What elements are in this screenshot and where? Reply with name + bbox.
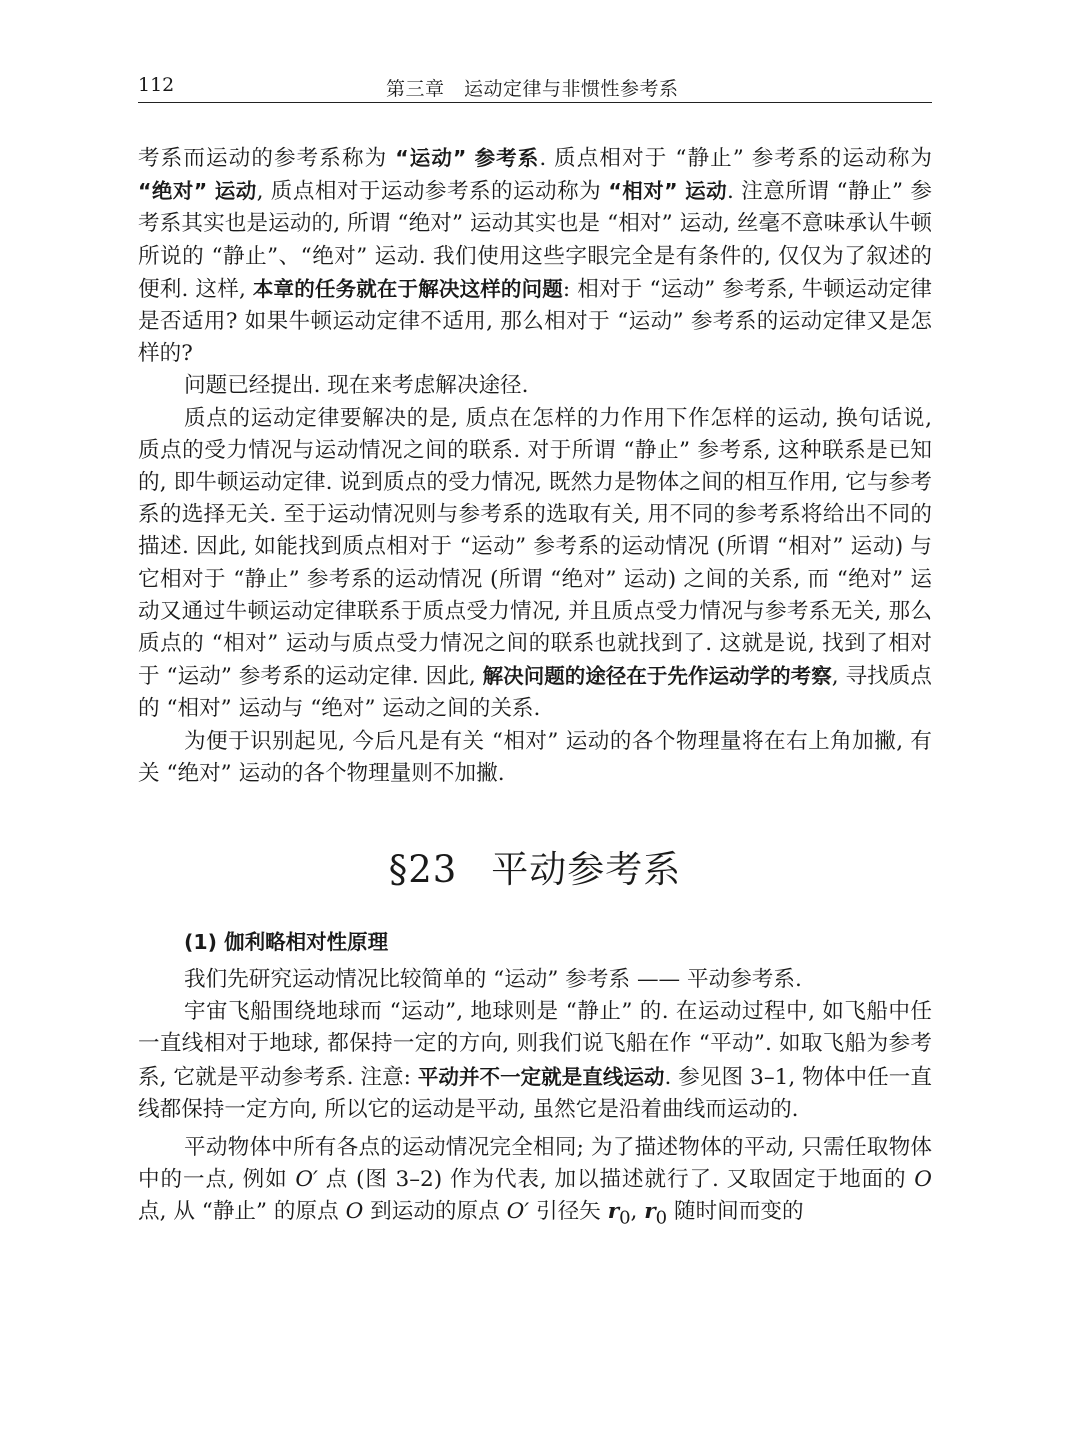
keyword-moving-frame: “运动” 参考系 [395,146,540,170]
text-run: 宇宙飞船围绕地球而 “运动”, 地球则是 “静止” 的. 在运动过程中, 如飞船中任一直线相对于地球, 都保持一定的方向, 则我们说飞船在作 “平动”. 如取飞船为参考系, 它就是平动参考系. 注意: [138,999,932,1090]
text-run: . 参见图 3–1, 物体中任一直线都保持一定方向, 所以它的运动是平动, 虽然它是沿着曲线而运动的. [138,1064,932,1122]
keyword-solution-path: 解决问题的途径在于先作运动学的考察 [482,664,832,689]
text-run: 点, 从 “静止” 的原点 [138,1199,346,1225]
text-run: 随时间而变的 [667,1199,804,1225]
math-subscript: 0 [619,1207,631,1229]
keyword-chapter-task: 本章的任务就在于解决这样的问题 [252,276,563,301]
math-subscript: 0 [655,1207,668,1229]
text-run: 质点的运动定律要解决的是, 质点在怎样的力作用下作怎样的运动, 换句话说, 质点的受力情况与运动情况之间的联系. 对于所谓 “静止” 参考系, 这种联系是已知的, 即牛顿运动定律. 说到质点的受力情况, 既然力是物体之间的相互作用, 它与参考系的选择无关. 至于运动情况则与参考系的选取有关, 用不同的参考系将给出不同的描述. 因此, 如能找到质点相对于 “运动” 参考系的运动情况 (所谓 “相对” 运动) 与它相对于 “静止” 参考系的运动情况 (所谓 “绝对” 运动) 之间的关系, 而 “绝对” 运动又通过牛顿运动定律联系于质点受力情况, 并且质点受力情况与参考系无关, 那么质点的 “相对” 运动与质点受力情况之间的联系也就找到了. 这就是说, 找到了相对于 “运动” 参考系的运动定律. 因此, [138,405,932,690]
text-run: . 注意所谓 “静止” 参考系其实也是运动的, 所谓 “绝对” 运动其实也是 “相对” 运动, 丝毫不意味承认牛顿所说的 “静止”、“绝对” 运动. 我们使用这些字眼完全是有条件的, 仅仅为了叙述的便利. 这样, [138,179,932,302]
section-number: §23 [388,848,458,892]
text-run: 引径矢 [529,1199,608,1225]
math-var: O [914,1167,932,1193]
math-var: O′ [295,1167,318,1193]
text-run: , 质点相对于运动参考系的运动称为 [256,179,609,205]
keyword-relative-motion: “相对” 运动 [608,179,728,204]
section-heading [138,848,932,892]
text-run: : 相对于 “运动” 参考系, 牛顿运动定律是否适用? 如果牛顿运动定律不适用, 那么相对于 “运动” 参考系的运动定律又是怎样的? [138,276,932,367]
paragraph-solution-approach [138,403,932,726]
page-number: 112 [138,74,175,96]
text-run: 到运动的原点 [363,1199,507,1225]
running-header [138,72,932,103]
math-var: O′ [506,1199,530,1225]
text-run: 平动物体中所有各点的运动情况完全相同; 为了描述物体的平动, 只需任取物体中的一点, 例如 [138,1135,932,1193]
paragraph-spaceship-example [138,996,932,1126]
paragraph-translational-frame: 我们先研究运动情况比较简单的 “运动” 参考系 —— 平动参考系. [184,967,802,993]
paragraph-moving-frame [138,142,932,370]
text-run: , 寻找质点的 “相对” 运动与 “绝对” 运动之间的关系. [138,664,933,722]
math-vector: r [607,1199,620,1225]
paragraph-position-vector [138,1132,932,1235]
text-run: 点 (图 3–2) 作为代表, 加以描述就行了. 又取固定于地面的 [317,1167,915,1193]
page-body [138,142,932,1235]
math-var: O [345,1199,364,1225]
subsection-heading: (1) 伽利略相对性原理 [184,930,389,955]
text-run: , [630,1199,645,1225]
section-title: 平动参考系 [491,848,682,892]
keyword-absolute-motion: “绝对” 运动 [138,179,257,204]
paragraph-notation: 为便于识别起见, 今后凡是有关 “相对” 运动的各个物理量将在右上角加撇, 有关 “绝对” 运动的各个物理量则不加撇. [138,728,932,786]
math-vector: r [644,1199,656,1225]
text-run: . 质点相对于 “静止” 参考系的运动称为 [539,146,932,171]
chapter-title: 第三章 运动定律与非惯性参考系 [386,78,679,100]
keyword-translation-not-linear: 平动并不一定就是直线运动 [417,1064,665,1089]
paragraph-problem-posed: 问题已经提出. 现在来考虑解决途径. [184,373,529,399]
text-run: 考系而运动的参考系称为 [138,146,396,171]
